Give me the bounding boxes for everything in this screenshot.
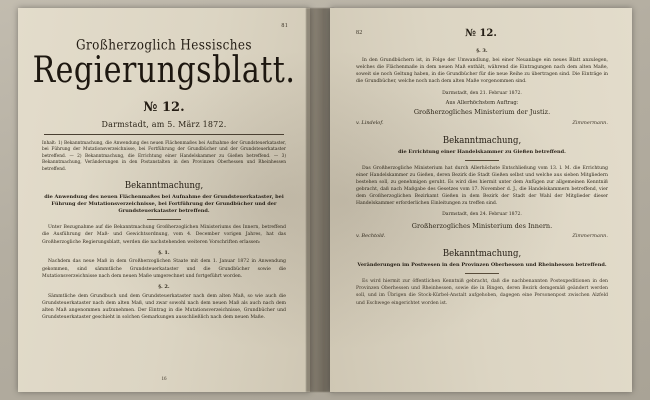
left-page-folio: 81 xyxy=(281,23,288,29)
section-1-text: Nachdem das neue Maß in dem Großherzoglichen Staate mit dem 1. Januar 1872 in Anwendung gekommen, sind sämmtliche Grundsteuerkataster und die Grundbücher sowie die Mutationsverzeichnisse nach dem neuen Maße umgerechnet und fortgeführt worden. xyxy=(42,259,286,279)
dateline: Darmstadt, am 5. März 1872. xyxy=(101,120,227,129)
running-head: № 12. xyxy=(465,28,497,39)
notice-2-body: Das Großherzogliche Ministerium hat durch Allerhöchste Entschließung vom 13. l. M. die Errichtung einer Handelskammer zu Gießen, deren Bezirk die Stadt Gießen selbst und welche aus sieben Mitgliedern bestehen soll, zu genehmigen geruht. Es wird dies hiermit unter dem Anfügen zur allgemeinen Kenntniß gebracht, daß nach Maßgabe des Gesetzes vom 17. November d. J., die Handelskammern betreffend, vier dem Großherzoglichen Bezirkamt Gießen in dem Bezirk der Stadt der Wahl der Mitglieder dieser Handelskammer erforderlichen Einleitungen zu treffen sind. xyxy=(356,165,608,207)
notice-1-subheading: die Anwendung des neuen Flächenmaßes bei Aufnahme der Grundsteuerkataster, bei Führung der Mutationsverzeichnisse, bei Fortführung der Grundbücher und der Grundsteuerkataster betreffend. xyxy=(44,194,284,215)
short-divider-3 xyxy=(465,273,499,274)
closing-1-ministry: Großherzogliches Ministerium der Justiz. xyxy=(413,108,551,117)
short-divider xyxy=(147,219,181,220)
closing-1-order-line: Aus Allerhöchstem Auftrag: xyxy=(445,100,519,107)
section-mark-3: §. 3. xyxy=(476,48,488,54)
section-2-text: Sämmtliche dem Grundbuch und dem Grundsteuerkataster nach dem alten Maß, so wie auch die Grundsteuerkataster nach dem alten Maß, und zwar sowohl nach dem neuen Maß als auch nach dem alten Maß angenommen aufzunehmen. Der Eintrag in die Mutationsverzeichnisse, Grundbücher und Grundsteuerkataster geschieht in solchen Gemarkungen ausschließlich nach dem neuen Maße. xyxy=(42,293,286,320)
closing-1-signer-right: Zimmermann. xyxy=(572,119,608,126)
left-page-number-bottom: 16 xyxy=(161,377,167,382)
masthead-line-1: Großherzoglich Hessisches xyxy=(76,36,252,54)
masthead-line-2: Regierungsblatt. xyxy=(32,49,296,92)
notice-1-heading: Bekanntmachung, xyxy=(124,180,204,192)
notice-1-intro: Unter Bezugnahme auf die Bekanntmachung Großherzoglichen Ministeriums des Innern, betreffend die Ausführung der Maß- und Gewichtsordnung, vom 4. December vorigen Jahres, hat das Großherzogliche Regierungsblatt, werden die nachstehenden weiteren Vorschriften erlassen: xyxy=(42,225,286,245)
short-divider-2 xyxy=(465,160,499,161)
left-page xyxy=(18,8,310,392)
section-mark-2: §. 2. xyxy=(158,283,170,290)
notice-2-subheading: die Errichtung einer Handelskammer zu Gießen betreffend. xyxy=(398,148,566,155)
right-page-folio: 82 xyxy=(356,30,363,36)
closing-1-signer-left: v. Lindelof. xyxy=(356,119,384,126)
right-page xyxy=(330,8,632,392)
notice-3-subheading: Veränderungen im Postwesen in den Provinzen Oberhessen und Rheinhessen betreffend. xyxy=(357,262,607,269)
notice-2-signer-right: Zimmermann. xyxy=(572,233,608,240)
table-of-contents: Inhalt: 1) Bekanntmachung, die Anwendung des neuen Flächenmaßes bei Aufnahme der Grundsteuerkataster, bei Führung der Mutationsverzeichnisse, bei Fortführung der Grundbücher und der Grundsteuerkataster betreffend. — 2) Bekanntmachung, die Errichtung einer Handelskammer zu Gießen betreffend. — 3) Bekanntmachung, Veränderungen in den Postanstalten in den Provinzen Oberhessen und Rheinhessen betreffend. xyxy=(42,141,286,172)
issue-number: № 12. xyxy=(143,100,185,115)
closing-1-place-date: Darmstadt, den 21. Februar 1872. xyxy=(442,91,522,97)
notice-2-heading: Bekanntmachung, xyxy=(442,135,522,147)
notice-2-ministry: Großherzogliches Ministerium des Innern. xyxy=(411,221,553,230)
notice-2-place-date: Darmstadt, den 24. Februar 1872. xyxy=(442,212,522,218)
masthead-divider xyxy=(44,134,284,135)
notice-2-signer-left: v. Bechtold. xyxy=(356,233,386,240)
section-mark-1: §. 1. xyxy=(158,249,170,256)
notice-3-heading: Bekanntmachung, xyxy=(442,248,522,260)
notice-3-body: Es wird hiermit zur öffentlichen Kenntniß gebracht, daß die nachbenannten Postexpeditionen in den Provinzen Oberhessen und Rheinhessen, sowie die in Bingen, deren Bezirk demgemäß geändert werden soll, und im Übrigen die Stock-Kürbel-Anstalt aufgehoben, dagegen eine Personenpost zwischen Alzfeld und Eschwege eingerichtet worden ist. xyxy=(356,279,608,306)
section-3-text: In den Grundbüchern ist, in Folge der Umwandlung, bei einer Neuanlage ein neues Blatt anzulegen, welches die Flächenmaße in dem neuen Maß enthält, während die Eintragungen nach dem alten Maße, soweit sie noch Geltung haben, in die Grundbücher für die neue Reihe zu übertragen sind. Die Einträge in die Grundbücher, welche noch nach dem alten Maße vorgenommen sind. xyxy=(356,57,608,85)
